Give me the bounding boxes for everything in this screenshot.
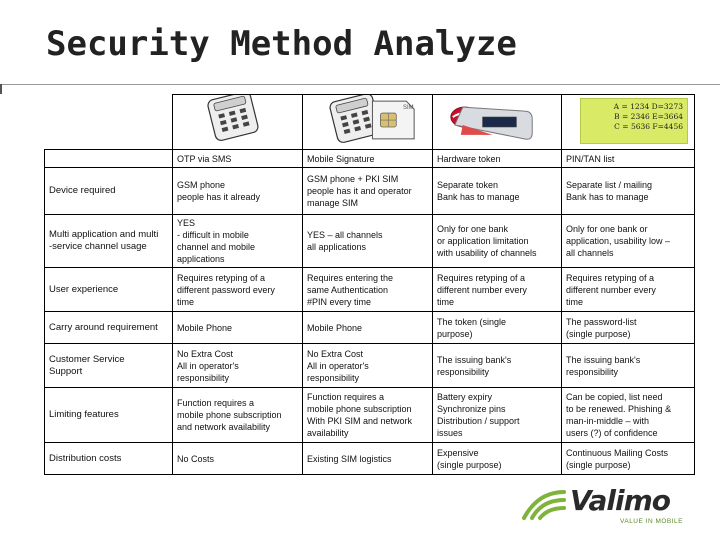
hardware-token-icon bbox=[433, 95, 561, 149]
table-cell: Requires retyping of a different number every time bbox=[433, 268, 562, 312]
table-cell: Continuous Mailing Costs (single purpose) bbox=[562, 443, 695, 475]
table-row bbox=[45, 344, 695, 388]
phone-keypad-icon bbox=[173, 95, 302, 149]
hardware-token-image-cell bbox=[433, 95, 562, 150]
col-header-otp-sms: OTP via SMS bbox=[173, 150, 303, 168]
table-cell: No Extra Cost All in operator's responsibility bbox=[303, 344, 433, 388]
valimo-logo bbox=[520, 486, 710, 532]
sim-label: SIM bbox=[403, 105, 414, 111]
code-line: B = 2346 E=3664 bbox=[614, 112, 683, 121]
row-label: User experience bbox=[45, 268, 173, 312]
col-header-hardware-token: Hardware token bbox=[433, 150, 562, 168]
code-line: A = 1234 D=3273 bbox=[613, 102, 683, 111]
corner-cell bbox=[45, 150, 173, 168]
column-header-row bbox=[45, 150, 695, 168]
table-cell: Function requires a mobile phone subscription and network availability bbox=[173, 388, 303, 443]
signal-waves-icon bbox=[520, 488, 572, 522]
divider-tick bbox=[0, 84, 2, 94]
table-row bbox=[45, 443, 695, 475]
row-label: Customer Service Support bbox=[45, 344, 173, 388]
table-cell: Mobile Phone bbox=[303, 312, 433, 344]
row-label: Multi application and multi -service channel usage bbox=[45, 215, 173, 268]
table-cell: Only for one bank or application, usability low – all channels bbox=[562, 215, 695, 268]
table-row bbox=[45, 268, 695, 312]
image-row bbox=[45, 95, 695, 150]
title-divider bbox=[0, 84, 720, 85]
table-cell: Battery expiry Synchronize pins Distribution / support issues bbox=[433, 388, 562, 443]
table-cell: Requires entering the same Authentication #PIN every time bbox=[303, 268, 433, 312]
table-cell: The issuing bank's responsibility bbox=[562, 344, 695, 388]
table-cell: Existing SIM logistics bbox=[303, 443, 433, 475]
table-cell: The password-list (single purpose) bbox=[562, 312, 695, 344]
code-list-card-icon bbox=[580, 98, 688, 144]
table-cell: Requires retyping of a different password every time bbox=[173, 268, 303, 312]
table-cell: Separate token Bank has to manage bbox=[433, 168, 562, 215]
table-cell: No Extra Cost All in operator's responsibility bbox=[173, 344, 303, 388]
table-cell: GSM phone + PKI SIM people has it and operator manage SIM bbox=[303, 168, 433, 215]
logo-wordmark: Valimo bbox=[570, 484, 670, 517]
mobile-signature-image-cell bbox=[303, 95, 433, 150]
security-comparison-table bbox=[44, 94, 695, 475]
pin-tan-image-cell bbox=[562, 95, 695, 150]
row-label: Distribution costs bbox=[45, 443, 173, 475]
row-label: Carry around requirement bbox=[45, 312, 173, 344]
table-row bbox=[45, 388, 695, 443]
table-cell: GSM phone people has it already bbox=[173, 168, 303, 215]
code-line: C = 5636 F=4456 bbox=[614, 122, 683, 131]
table-cell: YES – all channels all applications bbox=[303, 215, 433, 268]
row-label: Limiting features bbox=[45, 388, 173, 443]
col-header-pin-tan-list: PIN/TAN list bbox=[562, 150, 695, 168]
table-cell: YES - difficult in mobile channel and mobile applications bbox=[173, 215, 303, 268]
table-cell: No Costs bbox=[173, 443, 303, 475]
table-row bbox=[45, 215, 695, 268]
table-cell: Mobile Phone bbox=[173, 312, 303, 344]
table-cell: Expensive (single purpose) bbox=[433, 443, 562, 475]
row-label: Device required bbox=[45, 168, 173, 215]
table-cell: Can be copied, list need to be renewed. Phishing & man-in-middle – with users (?) of confidence bbox=[562, 388, 695, 443]
table-cell: The issuing bank's responsibility bbox=[433, 344, 562, 388]
col-header-mobile-signature: Mobile Signature bbox=[303, 150, 433, 168]
table-cell: Separate list / mailing Bank has to manage bbox=[562, 168, 695, 215]
table-cell: Only for one bank or application limitation with usability of channels bbox=[433, 215, 562, 268]
page-title: Security Method Analyze bbox=[46, 24, 517, 64]
table-cell: Function requires a mobile phone subscription With PKI SIM and network availability bbox=[303, 388, 433, 443]
table-row bbox=[45, 168, 695, 215]
table-row bbox=[45, 312, 695, 344]
otp-sms-image-cell bbox=[173, 95, 303, 150]
table-cell: The token (single purpose) bbox=[433, 312, 562, 344]
table-cell: Requires retyping of a different number every time bbox=[562, 268, 695, 312]
logo-tagline: VALUE IN MOBILE bbox=[620, 518, 684, 525]
